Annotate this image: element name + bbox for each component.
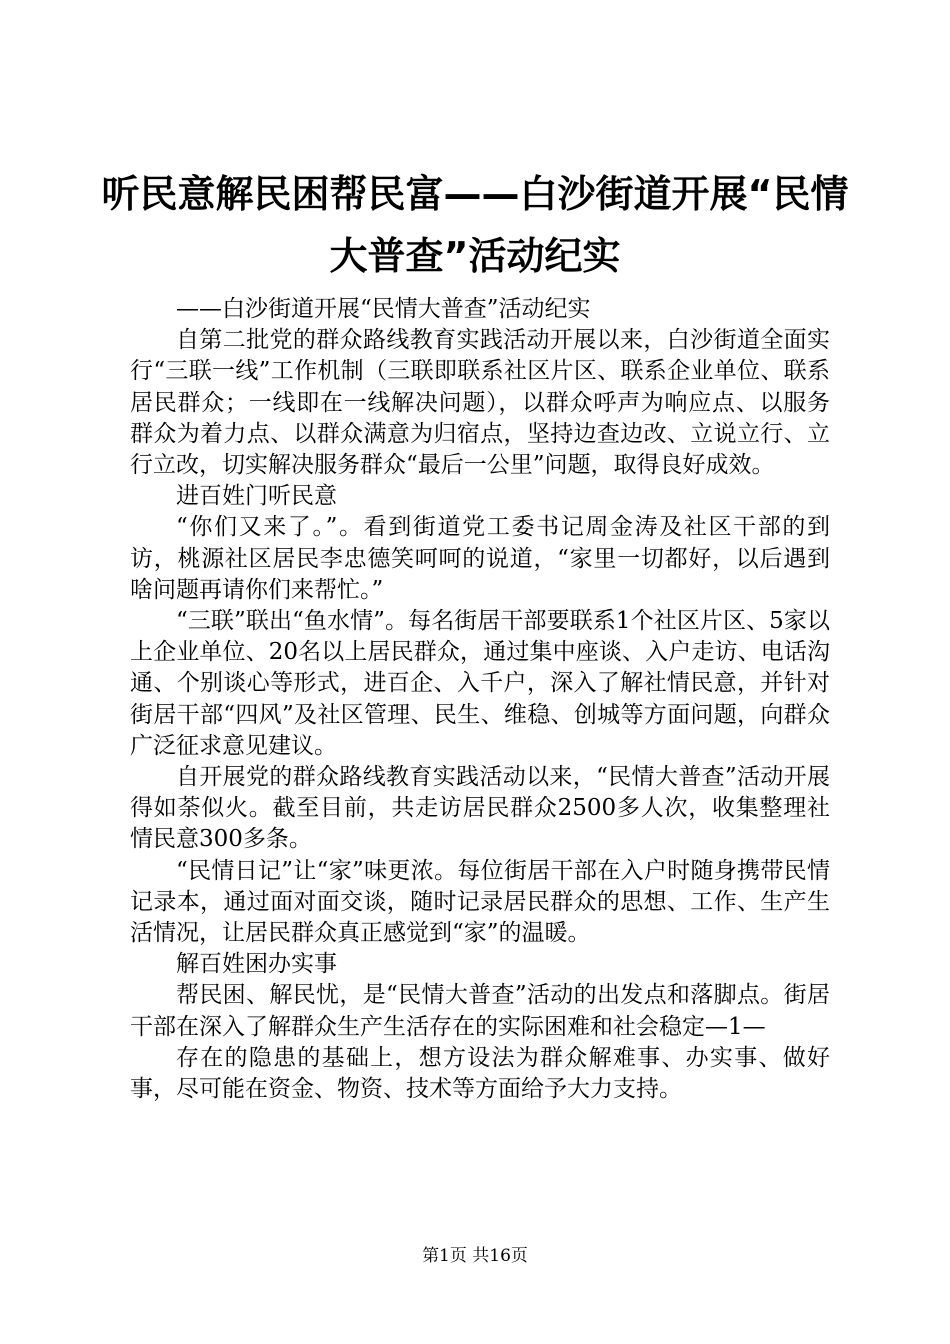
body-paragraph: 帮民困、解民忧，是“民情大普查”活动的出发点和落脚点。街居干部在深入了解群众生产生活存在的实际困难和社会稳定—1— — [130, 982, 830, 1040]
intro-paragraph: 自第二批党的群众路线教育实践活动开展以来，白沙街道全面实行“三联一线”工作机制（三联即联系社区片区、联系企业单位、联系居民群众；一线即在一线解决问题），以群众呼声为响应点、以服务群众为着力点、以群众满意为归宿点，坚持边查边改、立说立行、立行立改，切实解决服务群众“最后一公里”问题，取得良好成效。 — [130, 327, 830, 479]
document-body — [130, 294, 830, 1105]
page-footer: 第1页 共16页 — [422, 1246, 528, 1266]
section-heading: 解百姓困办实事 — [176, 951, 337, 978]
body-paragraph: “三联”联出“鱼水情”。每名街居干部要联系1个社区片区、5家以上企业单位、20名以上居民群众，通过集中座谈、入户走访、电话沟通、个别谈心等形式，进百企、入千户，深入了解社情民意，并针对街居干部“四风”及社区管理、民生、维稳、创城等方面问题，向群众广泛征求意见建议。 — [130, 608, 830, 759]
subtitle-paragraph: ——白沙街道开展“民情大普查”活动纪实 — [176, 296, 591, 322]
document-title: 听民意解民困帮民富——白沙街道开展“民情大普查”活动纪实 — [101, 172, 849, 278]
body-paragraph: 自开展党的群众路线教育实践活动以来，“民情大普查”活动开展得如荼似火。截至目前，共走访居民群众2500多人次，收集整理社情民意300多条。 — [130, 764, 830, 853]
body-paragraph: “民情日记”让“家”味更浓。每位街居干部在入户时随身携带民情记录本，通过面对面交谈，随时记录居民群众的思想、工作、生产生活情况，让居民群众真正感觉到“家”的温暖。 — [130, 857, 830, 947]
body-paragraph: 存在的隐患的基础上，想方设法为群众解难事、办实事、做好事，尽可能在资金、物资、技术等方面给予大力支持。 — [130, 1044, 830, 1103]
section-heading: 进百姓门听民意 — [176, 483, 337, 510]
body-paragraph: “你们又来了。”。看到街道党工委书记周金涛及社区干部的到访，桃源社区居民李忠德笑呵呵的说道，“家里一切都好，以后遇到啥问题再请你们来帮忙。” — [130, 514, 830, 603]
